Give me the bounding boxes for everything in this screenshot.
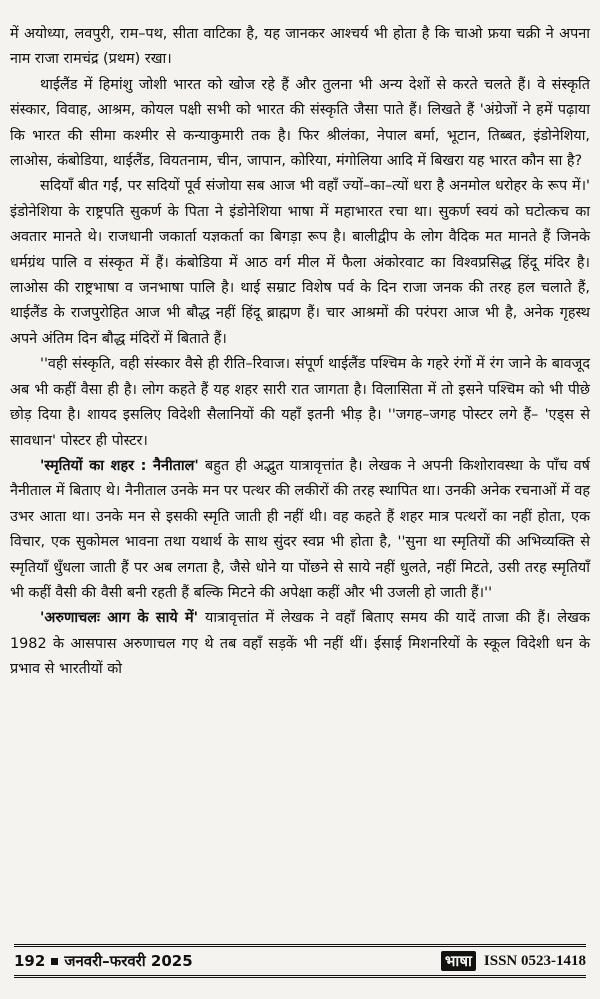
text-line: कंबोडिया, थाईलैंड, वियतनाम, चीन, जापान, कोरिया, मंगोलिया आदि में बिखरा यह — [57, 153, 485, 170]
text-line: जकार्ता यज्ञकर्ता का बिगड़ा रूप है। बालीद्वीप के लोग वैदिक मत मानते हैं जिनके — [158, 229, 590, 246]
text-line: चाओ फ्रया चक्री ने अपना नाम राजा रामचंद्र (प्रथम) रखा। — [10, 26, 590, 68]
text-line: नहीं थीं। ईसाई मिशनरियों के स्कूल विदेशी धन के प्रभाव से भारतीयों को — [10, 635, 591, 678]
issue-date: जनवरी–फरवरी 2025 — [64, 952, 193, 970]
text-line: ''सुना था स्मृतियों की अभिव्यक्ति से स्मृतियाँ धुँधला जाती हैं पर अब लगता है, जैसे — [10, 534, 590, 576]
text-line: संस्कृति जैसा पाते हैं। लिखते हैं 'अंग्रेजों ने हमें पढ़ाया कि भारत की सीमा कश्मीर — [10, 102, 590, 144]
bhasha-logo: भाषा — [441, 951, 476, 971]
paragraph — [10, 174, 590, 352]
text-line: वैसी बनी रहती हैं बल्कि मिटने की अपेक्षा कहीं और भी उजली हो जाती हैं।'' — [100, 584, 493, 601]
paragraph — [10, 454, 590, 606]
text-line: धर्मग्रंथ पालि व संस्कृत में हैं। कंबोडिया में आठ वर्ग मील में फैला अंकोरवाट का — [10, 254, 446, 271]
text-line: है अनमोल धरोहर के रूप में।' इंडोनेशिया के राष्ट्रपति सुकर्ण के पिता ने इंडोनेशिया — [10, 178, 591, 220]
issn-number: ISSN 0523-1418 — [483, 952, 586, 969]
text-line: अपनी किशोरावस्था के पाँच वर्ष नैनीताल में बिताए थे। नैनीताल उनके मन पर पत्थर — [10, 457, 591, 500]
text-line: थाईलैंड में हिमांशु जोशी भारत को खोज रहे हैं और तुलना भी अन्य देशों से — [40, 76, 447, 93]
paragraph — [10, 73, 590, 175]
text-line: बहुत ही अद्भुत यात्रावृत्तांत है। लेखक ने — [198, 457, 416, 474]
text-line: होता, एक विचार, एक सुकोमल भावना तथा यथार्थ के साथ सुंदर स्वप्न भी होता है, — [10, 508, 591, 551]
text-line: विश्वप्रसिद्ध हिंदू मंदिर है। लाओस की राष्ट्रभाषा व जनभाषा पालि है। थाई सम्राट — [10, 254, 590, 297]
text-line: धोने या पोंछने से साये नहीं धुलते, नहीं मिटते, उसी तरह स्मृतियाँ भी कहीं वैसी की — [10, 559, 590, 601]
text-line: शायद इसलिए विदेशी सैलानियों की यहाँ इतनी भीड़ है। ''जगह–जगह पोस्टर लगे — [87, 407, 518, 424]
text-line: अपने अंतिम दिन बौद्ध मंदिरों में बिताते हैं। — [10, 330, 227, 347]
text-line: सारी रात जागता है। विलासिता में तो इसने पश्चिम को भी पीछे छोड़ दिया है। — [10, 381, 590, 424]
square-bullet-icon — [51, 958, 58, 965]
text-line: भारत कौन सा है? — [489, 153, 583, 170]
text-line: हैं– 'एड्स से सावधान' पोस्टर ही पोस्टर। — [10, 407, 590, 449]
page-number: 192 — [14, 952, 46, 970]
text-line: ''वही संस्कृति, वही संस्कार वैसे ही रीति–रिवाज। संपूर्ण थाईलैंड पश्चिम के — [40, 356, 423, 373]
text-line: गहरे रंगों में रंग जाने के बावजूद अब भी कहीं वैसा ही है। लोग कहते हैं यह शहर — [10, 356, 590, 398]
text-line: भी बौद्ध नहीं हिंदू ब्राह्मण हैं। चार आश्रमों की परंपरा आज भी है, अनेक गृहस्थ — [166, 305, 591, 322]
paragraph — [10, 352, 590, 454]
essay-title: 'अरुणाचलः आग के साये में' — [40, 610, 199, 627]
text-line: की लकीरों की तरह स्थापित था। उनकी अनेक रचनाओं में वह उभर आता था। — [10, 483, 590, 525]
text-line: यादें ताजा की हैं। लेखक 1982 के आसपास अरुणाचल गए थे तब वहाँ सड़कें भी — [10, 610, 590, 652]
text-line: विशेष पर्व के दिन राजा जनक की तरह हल चलाते हैं, थाईलैंड के राजपुरोहित आज — [10, 280, 591, 322]
paragraph — [10, 606, 590, 682]
text-line: यात्रावृत्तांत में लेखक ने वहाँ बिताए समय की — [198, 610, 449, 627]
page-footer — [14, 944, 586, 978]
article-body — [10, 22, 590, 683]
text-line: से कन्याकुमारी तक है। फिर श्रीलंका, नेपाल बर्मा, भूटान, तिब्बत, इंडोनेशिया, लाओस, — [10, 127, 591, 170]
text-line: उनके मन से इसकी स्मृति जाती ही नहीं थी। वह कहते हैं शहर मात्र पत्थरों का नहीं — [95, 508, 532, 525]
text-line: भाषा में महाभारत रचा था। सुकर्ण स्वयं को घटोत्कच का अवतार मानते थे। राजधानी — [10, 203, 590, 246]
essay-title: 'स्मृतियों का शहर : नैनीताल' — [40, 457, 199, 474]
text-line: करते चलते हैं। वे संस्कृति संस्कार, विवाह, आश्रम, कोयल पक्षी सभी को भारत की — [10, 76, 590, 119]
text-line: सदियाँ बीत गईं, पर सदियों पूर्व संजोया सब आज भी वहाँ ज्यों–का–त्यों धरा — [40, 178, 432, 195]
text-line: में अयोध्या, लवपुरी, राम–पथ, सीता वाटिका है, यह जानकर आश्चर्य भी होता है कि — [10, 26, 450, 42]
paragraph — [10, 22, 590, 73]
